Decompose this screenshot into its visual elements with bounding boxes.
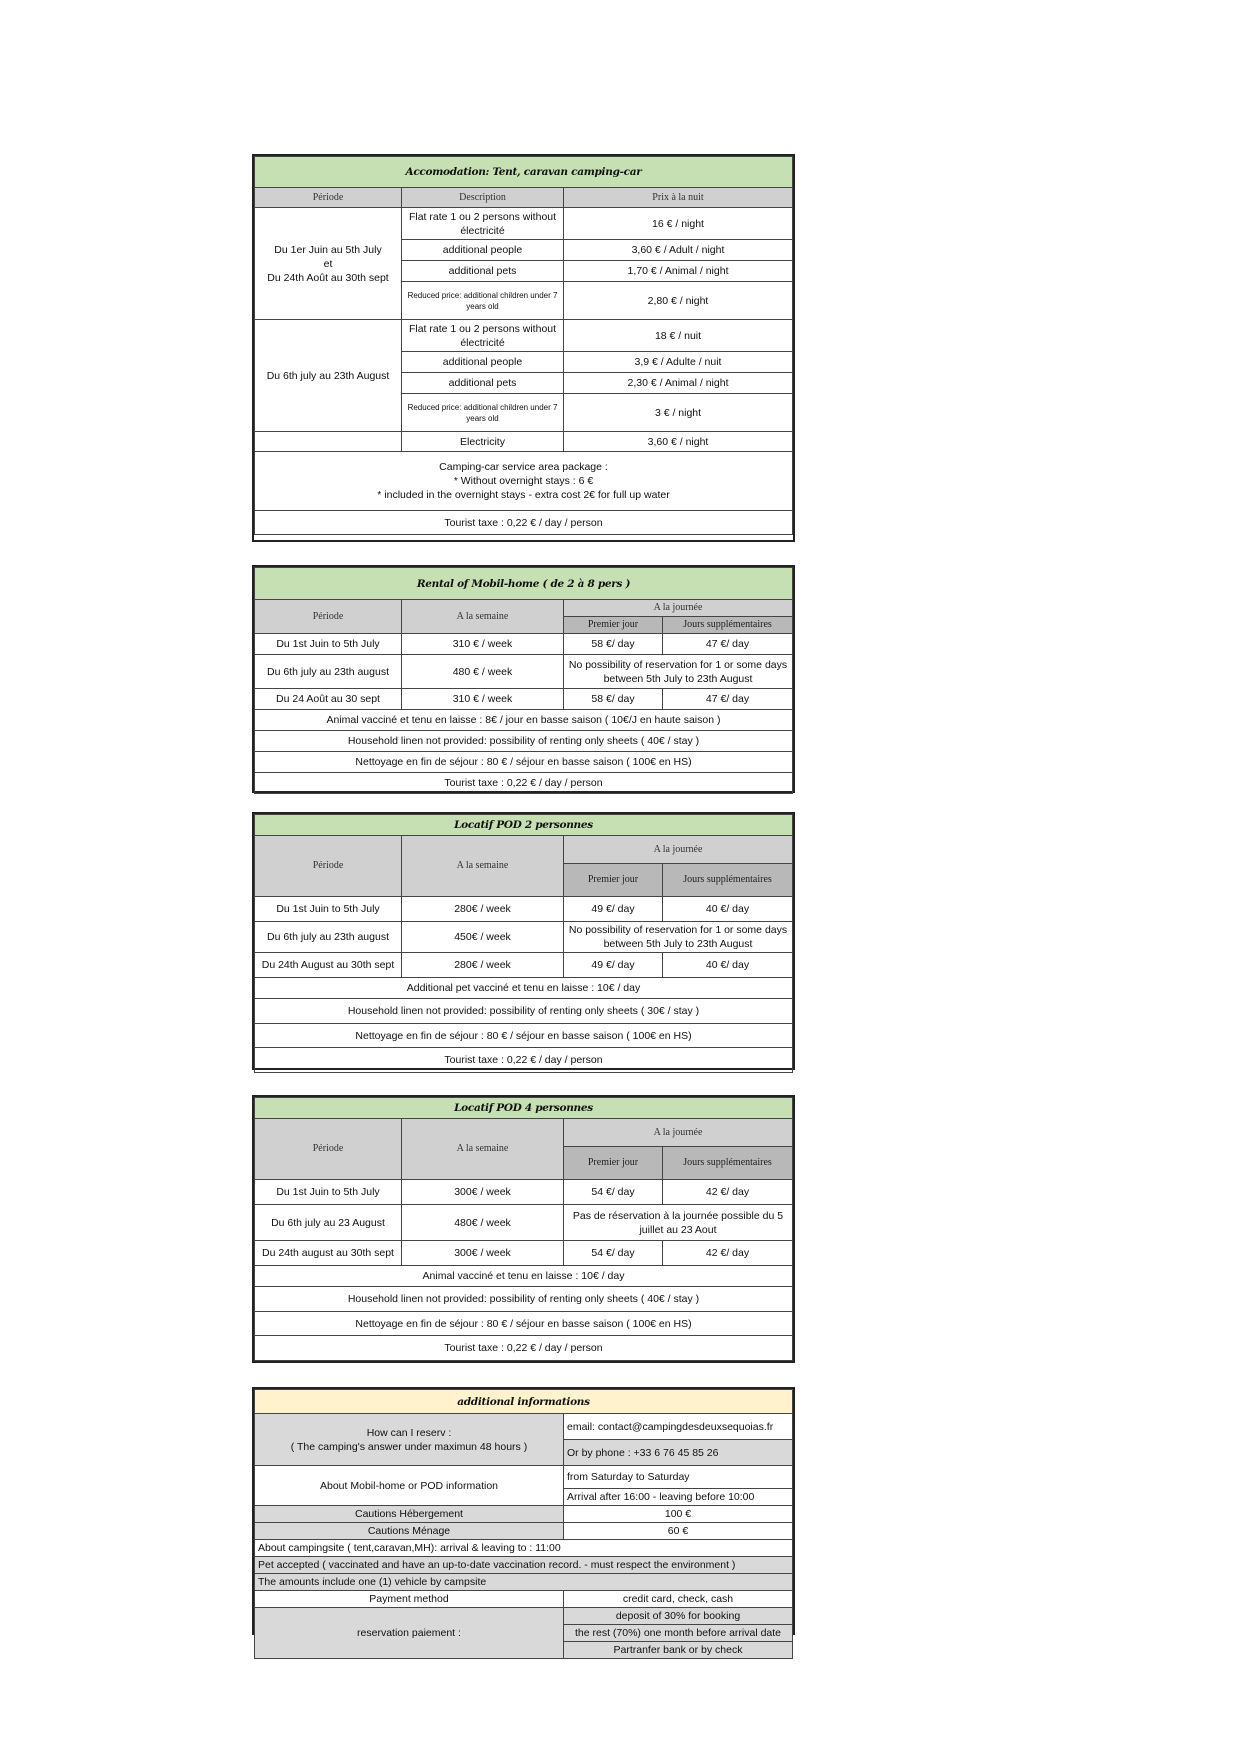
header-extra-days: Jours supplémentaires xyxy=(663,1147,793,1180)
extra-day-price: 40 €/ day xyxy=(663,953,793,978)
first-day-price: 49 €/ day xyxy=(564,897,663,922)
cleaning-note: Nettoyage en fin de séjour : 80 € / séjour en basse saison ( 100€ en HS) xyxy=(255,1024,793,1048)
price-cell: 3 € / night xyxy=(564,394,793,432)
period-line: Du 1er Juin au 5th July xyxy=(274,243,382,256)
pod2-table-title: Locatif POD 2 personnes xyxy=(255,815,793,836)
label-line: How can I reserv : xyxy=(366,1426,452,1439)
email-contact: email: contact@campingdesdeuxsequoias.fr xyxy=(564,1414,793,1440)
period-line: Du 24th Août au 30th sept xyxy=(267,271,389,284)
pet-note: Additional pet vacciné et tenu en laisse : 10€ / day xyxy=(255,978,793,999)
header-week: A la semaine xyxy=(402,600,564,634)
mobil-table-title: Rental of Mobil-home ( de 2 à 8 pers ) xyxy=(255,568,793,600)
period-low-season xyxy=(255,208,402,320)
electricity-price: 3,60 € / night xyxy=(564,432,793,452)
balance-line: the rest (70%) one month before arrival date xyxy=(564,1625,793,1642)
period-cell: Du 6th july au 23 August xyxy=(255,1205,402,1241)
pod4-table-title: Locatif POD 4 personnes xyxy=(255,1098,793,1119)
tent-caravan-table xyxy=(252,154,795,542)
no-day-booking-note: No possibility of reservation for 1 or some days between 5th July to 23th August xyxy=(564,922,793,953)
extra-day-price: 42 €/ day xyxy=(663,1241,793,1266)
linen-note: Household linen not provided: possibility of renting only sheets ( 40€ / stay ) xyxy=(255,731,793,752)
linen-note: Household linen not provided: possibility of renting only sheets ( 30€ / stay ) xyxy=(255,999,793,1024)
tourist-tax: Tourist taxe : 0,22 € / day / person xyxy=(255,1336,793,1361)
header-day: A la journée xyxy=(564,836,793,864)
week-price: 280€ / week xyxy=(402,953,564,978)
extra-day-price: 40 €/ day xyxy=(663,897,793,922)
about-mobil-hours: Arrival after 16:00 - leaving before 10:00 xyxy=(564,1489,793,1506)
header-price: Prix à la nuit xyxy=(564,188,793,208)
header-period: Période xyxy=(255,836,402,897)
electricity-label: Electricity xyxy=(402,432,564,452)
empty-cell xyxy=(255,432,402,452)
payment-method-label: Payment method xyxy=(255,1591,564,1608)
pod2-table xyxy=(252,812,795,1070)
price-cell: 1,70 € / Animal / night xyxy=(564,261,793,282)
about-mobil-days: from Saturday to Saturday xyxy=(564,1466,793,1489)
pod4-table xyxy=(252,1095,795,1363)
caution-accommodation-value: 100 € xyxy=(564,1506,793,1523)
period-cell: Du 6th july au 23th august xyxy=(255,922,402,953)
first-day-price: 49 €/ day xyxy=(564,953,663,978)
price-cell: 16 € / night xyxy=(564,208,793,240)
header-day: A la journée xyxy=(564,1119,793,1147)
header-extra-days: Jours supplémentaires xyxy=(663,864,793,897)
period-cell: Du 1st Juin to 5th July xyxy=(255,897,402,922)
pets-policy: Pet accepted ( vaccinated and have an up-to-date vaccination record. - must respect the environment ) xyxy=(255,1557,793,1574)
period-cell: Du 24 Août au 30 sept xyxy=(255,689,402,710)
header-period: Période xyxy=(255,600,402,634)
period-cell: Du 6th july au 23th august xyxy=(255,655,402,689)
tourist-tax: Tourist taxe : 0,22 € / day / person xyxy=(255,773,793,794)
week-price: 480€ / week xyxy=(402,1205,564,1241)
transfer-line: Partranfer bank or by check xyxy=(564,1642,793,1659)
payment-method-value: credit card, check, cash xyxy=(564,1591,793,1608)
price-cell: 18 € / nuit xyxy=(564,320,793,352)
description-cell: Flat rate 1 ou 2 persons without électricité xyxy=(402,320,564,352)
pet-note: Animal vacciné et tenu en laisse : 10€ / day xyxy=(255,1266,793,1287)
description-cell: additional pets xyxy=(402,373,564,394)
header-period: Période xyxy=(255,188,402,208)
info-table-title: additional informations xyxy=(255,1390,793,1414)
mobil-home-table xyxy=(252,565,795,793)
header-period: Période xyxy=(255,1119,402,1180)
period-cell: Du 1st Juin to 5th July xyxy=(255,1180,402,1205)
description-cell: additional people xyxy=(402,352,564,373)
header-extra-days: Jours supplémentaires xyxy=(663,617,793,634)
label-line: ( The camping's answer under maximun 48 hours ) xyxy=(290,1440,528,1453)
about-campsite: About campingsite ( tent,caravan,MH): arrival & leaving to : 11:00 xyxy=(255,1540,793,1557)
description-cell: Reduced price: additional children under 7 years old xyxy=(402,282,564,320)
week-price: 310 € / week xyxy=(402,689,564,710)
cleaning-note: Nettoyage en fin de séjour : 80 € / séjour en basse saison ( 100€ en HS) xyxy=(255,752,793,773)
pet-note: Animal vacciné et tenu en laisse : 8€ / jour en basse saison ( 10€/J en haute saison ) xyxy=(255,710,793,731)
week-price: 310 € / week xyxy=(402,634,564,655)
about-mobil-label: About Mobil-home or POD information xyxy=(255,1466,564,1506)
service-area-package xyxy=(255,452,793,511)
reservation-payment-label: reservation paiement : xyxy=(255,1608,564,1659)
week-price: 300€ / week xyxy=(402,1180,564,1205)
description-cell: Flat rate 1 ou 2 persons without électricité xyxy=(402,208,564,240)
service-line: * included in the overnight stays - extra cost 2€ for full up water xyxy=(377,489,670,501)
period-line: et xyxy=(323,257,333,270)
tourist-tax: Tourist taxe : 0,22 € / day / person xyxy=(255,1048,793,1073)
period-cell: Du 24th august au 30th sept xyxy=(255,1241,402,1266)
price-cell: 3,9 € / Adulte / nuit xyxy=(564,352,793,373)
price-cell: 3,60 € / Adult / night xyxy=(564,240,793,261)
first-day-price: 54 €/ day xyxy=(564,1180,663,1205)
vehicle-policy: The amounts include one (1) vehicle by campsite xyxy=(255,1574,793,1591)
extra-day-price: 42 €/ day xyxy=(663,1180,793,1205)
cleaning-note: Nettoyage en fin de séjour : 80 € / séjour en basse saison ( 100€ en HS) xyxy=(255,1312,793,1336)
period-cell: Du 24th August au 30th sept xyxy=(255,953,402,978)
caution-accommodation-label: Cautions Hébergement xyxy=(255,1506,564,1523)
price-cell: 2,80 € / night xyxy=(564,282,793,320)
reservation-contact-label xyxy=(255,1414,564,1466)
week-price: 300€ / week xyxy=(402,1241,564,1266)
service-line: Camping-car service area package : xyxy=(439,461,608,473)
extra-day-price: 47 €/ day xyxy=(663,689,793,710)
header-first-day: Premier jour xyxy=(564,1147,663,1180)
header-first-day: Premier jour xyxy=(564,617,663,634)
period-high-season: Du 6th july au 23th August xyxy=(255,320,402,432)
period-cell: Du 1st Juin to 5th July xyxy=(255,634,402,655)
no-day-booking-note: No possibility of reservation for 1 or some days between 5th July to 23th August xyxy=(564,655,793,689)
caution-cleaning-label: Cautions Ménage xyxy=(255,1523,564,1540)
header-week: A la semaine xyxy=(402,1119,564,1180)
week-price: 480 € / week xyxy=(402,655,564,689)
description-cell: additional people xyxy=(402,240,564,261)
extra-day-price: 47 €/ day xyxy=(663,634,793,655)
service-line: * Without overnight stays : 6 € xyxy=(453,475,594,487)
first-day-price: 54 €/ day xyxy=(564,1241,663,1266)
deposit-line: deposit of 30% for booking xyxy=(564,1608,793,1625)
header-first-day: Premier jour xyxy=(564,864,663,897)
linen-note: Household linen not provided: possibility of renting only sheets ( 40€ / stay ) xyxy=(255,1287,793,1312)
week-price: 450€ / week xyxy=(402,922,564,953)
description-cell: Reduced price: additional children under 7 years old xyxy=(402,394,564,432)
price-cell: 2,30 € / Animal / night xyxy=(564,373,793,394)
additional-info-table xyxy=(252,1387,795,1656)
header-week: A la semaine xyxy=(402,836,564,897)
header-description: Description xyxy=(402,188,564,208)
description-cell: additional pets xyxy=(402,261,564,282)
first-day-price: 58 €/ day xyxy=(564,634,663,655)
no-day-booking-note: Pas de réservation à la journée possible du 5 juillet au 23 Aout xyxy=(564,1205,793,1241)
week-price: 280€ / week xyxy=(402,897,564,922)
phone-contact: Or by phone : +33 6 76 45 85 26 xyxy=(564,1440,793,1466)
caution-cleaning-value: 60 € xyxy=(564,1523,793,1540)
header-day: A la journée xyxy=(564,600,793,617)
first-day-price: 58 €/ day xyxy=(564,689,663,710)
tent-table-title: Accomodation: Tent, caravan camping-car xyxy=(255,157,793,188)
tourist-tax: Tourist taxe : 0,22 € / day / person xyxy=(255,511,793,535)
